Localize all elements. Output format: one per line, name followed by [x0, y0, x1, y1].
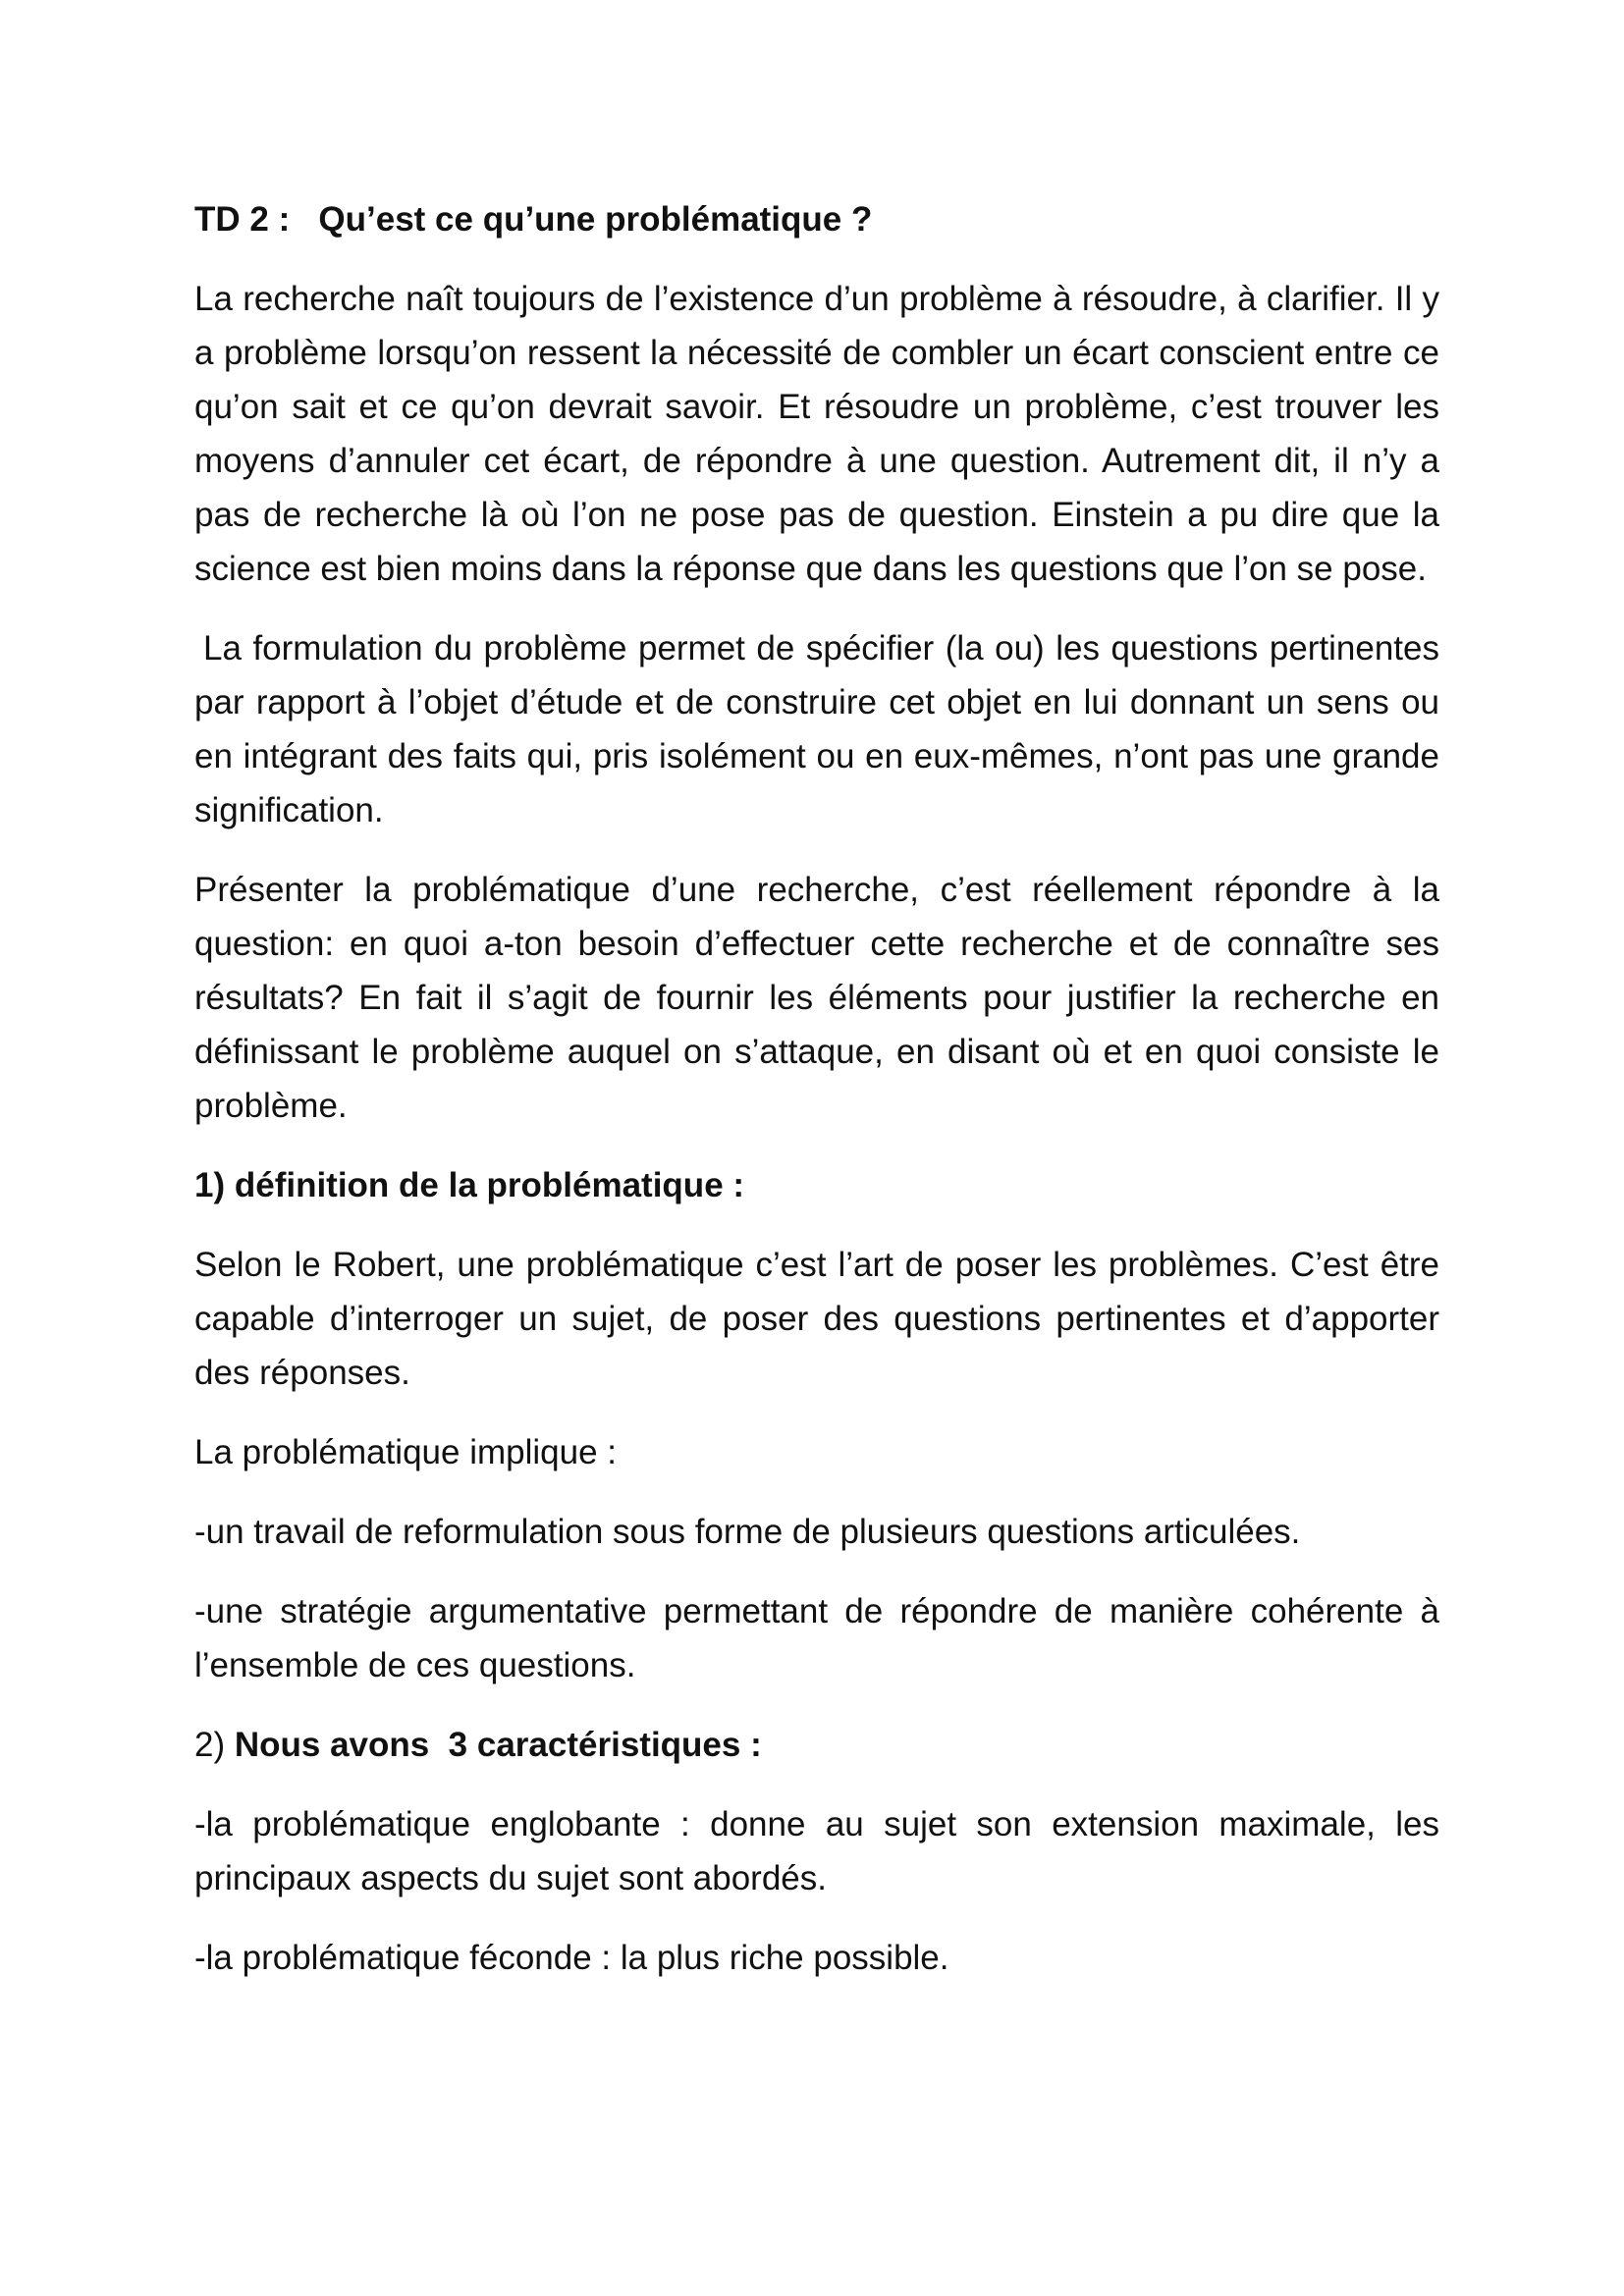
- section-2-heading: Nous avons 3 caractéristiques :: [234, 1726, 762, 1764]
- page-title: TD 2 : Qu’est ce qu’une problématique ?: [194, 200, 873, 239]
- intro-paragraph-1: La recherche naît toujours de l’existence d’un problème à résoudre, à clarifier. Il y a problème lorsqu’on ressent la nécessité de combler un écart conscient entre ce qu’on sait et ce qu’on devrait savoir. Et résoudre un problème, c’est trouver les moyens d’annuler cet écart, de répondre à une question. Autrement dit, il n’y a pas de recherche là où l’on ne pose pas de question. Einstein a pu dire que la science est bien moins dans la réponse que dans les questions que l’on se pose.: [194, 280, 1439, 588]
- section-1-item-1: -un travail de reformulation sous forme de plusieurs questions articulées.: [194, 1513, 1301, 1551]
- section-2-item-1: -la problématique englobante : donne au sujet son extension maximale, les principaux aspects du sujet sont abordés.: [194, 1805, 1439, 1897]
- section-2-title: [194, 1718, 1439, 1772]
- intro-paragraph-3: Présenter la problématique d’une recherche, c’est réellement répondre à la question: en quoi a-ton besoin d’effectuer cette recherche et de connaître ses résultats? En fait il s’agit de fournir les éléments pour justifier la recherche en définissant le problème auquel on s’attaque, en disant où et en quoi consiste le problème.: [194, 871, 1439, 1125]
- section-1-item-2: -une stratégie argumentative permettant de répondre de manière cohérente à l’ensemble de ces questions.: [194, 1592, 1439, 1684]
- section-2-item-2: -la problématique féconde : la plus riche possible.: [194, 1939, 949, 1977]
- section-2-number: 2): [194, 1726, 226, 1764]
- document-page: [194, 192, 1439, 2010]
- implique-label: La problématique implique :: [194, 1433, 617, 1471]
- section-1-paragraph: Selon le Robert, une problématique c’est l’art de poser les problèmes. C’est être capable d’interroger un sujet, de poser des questions pertinentes et d’apporter des réponses.: [194, 1246, 1439, 1392]
- section-1-title: 1) définition de la problématique :: [194, 1166, 745, 1204]
- intro-paragraph-2: La formulation du problème permet de spécifier (la ou) les questions pertinentes par rapport à l’objet d’étude et de construire cet objet en lui donnant un sens ou en intégrant des faits qui, pris isolément ou en eux-mêmes, n’ont pas une grande signification.: [194, 629, 1439, 829]
